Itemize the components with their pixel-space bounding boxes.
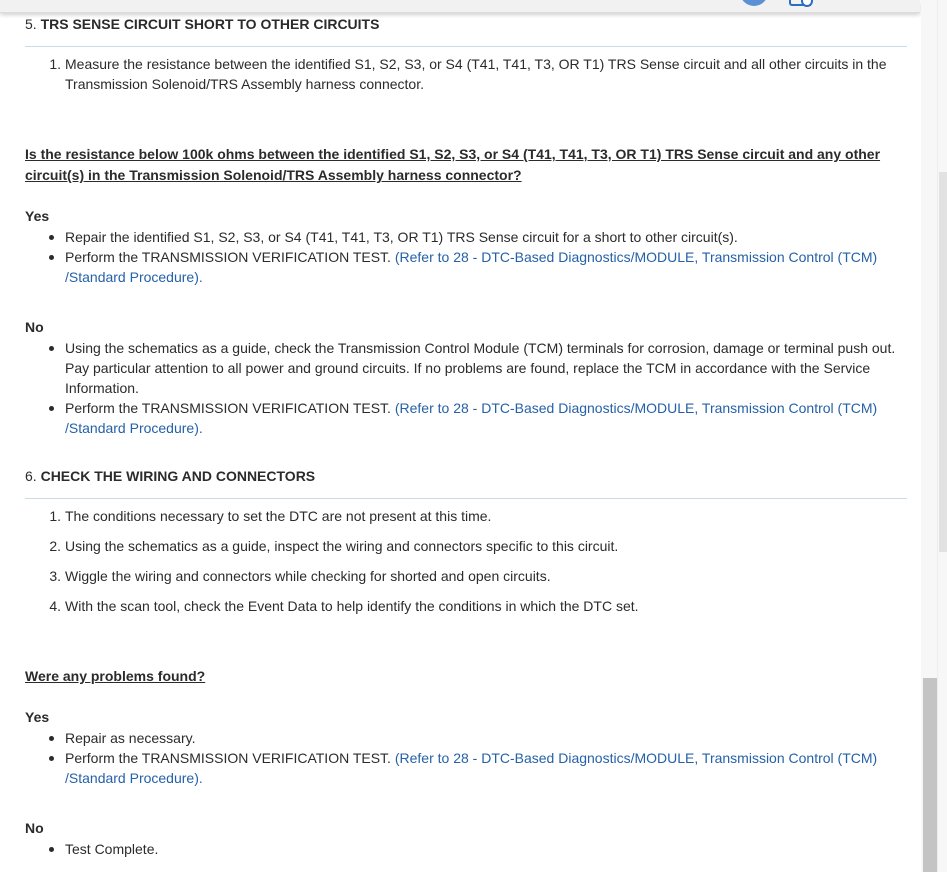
user-avatar-icon[interactable] (740, 0, 768, 6)
bullet-text: Perform the TRANSMISSION VERIFICATION TEST. (65, 750, 395, 766)
step-number: 6. (25, 468, 37, 484)
outer-scrollbar-thumb[interactable] (939, 172, 947, 552)
bullet-icon (49, 235, 54, 240)
scrollbar-divider (937, 0, 938, 872)
bullet-text: Perform the TRANSMISSION VERIFICATION TEST. (65, 400, 395, 416)
step-title: CHECK THE WIRING AND CONNECTORS (40, 468, 316, 484)
list-text: The conditions necessary to set the DTC are not present at this time. (65, 508, 492, 524)
bullet-text: Using the schematics as a guide, check the Transmission Control Module (TCM) terminals for corrosion, damage or terminal push out. Pay particular attention to all power and ground circuits. If no problems are found, replace the TCM in accordance with the Service Information. (65, 340, 896, 396)
step-5-question: Is the resistance below 100k ohms between the identified S1, S2, S3, or S4 (T41, T41, T3, OR T1) TRS Sense circuit and any other circuit(s) in the Transmission Solenoid/TRS Assembly harness connector? (25, 146, 881, 183)
yes-label: Yes (25, 709, 50, 725)
scrollbar-thumb[interactable] (923, 678, 937, 872)
bullet-icon (49, 756, 54, 761)
yes-label: Yes (25, 208, 50, 224)
step-6-header (25, 468, 907, 499)
list-text: Using the schematics as a guide, inspect the wiring and connectors specific to this circuit. (65, 538, 619, 554)
bullet-icon (49, 847, 54, 852)
document-search-icon[interactable] (789, 0, 811, 6)
no-label: No (25, 820, 44, 836)
bullet-icon (49, 406, 54, 411)
procedure-link[interactable]: (Refer to 28 - DTC-Based Diagnostics/MODULE, Transmission Control (TCM) /Standard Procedure). (65, 400, 878, 436)
list-number: 1. (49, 56, 61, 72)
no-label: No (25, 319, 44, 335)
step-title: TRS SENSE CIRCUIT SHORT TO OTHER CIRCUITS (40, 16, 380, 32)
procedure-link[interactable]: (Refer to 28 - DTC-Based Diagnostics/MODULE, Transmission Control (TCM) /Standard Procedure). (65, 249, 878, 285)
list-number: 1. (49, 508, 61, 524)
step-number: 5. (25, 16, 37, 32)
bullet-icon (49, 346, 54, 351)
bullet-text: Test Complete. (65, 841, 159, 857)
step-6-question: Were any problems found? (25, 668, 206, 684)
bullet-text: Repair the identified S1, S2, S3, or S4 (T41, T41, T3, OR T1) TRS Sense circuit for a short to other circuit(s). (65, 229, 738, 245)
top-toolbar (0, 0, 920, 13)
list-number: 4. (49, 598, 61, 614)
list-number: 3. (49, 568, 61, 584)
procedure-link[interactable]: (Refer to 28 - DTC-Based Diagnostics/MODULE, Transmission Control (TCM) /Standard Procedure). (65, 750, 878, 786)
bullet-icon (49, 736, 54, 741)
bullet-icon (49, 255, 54, 260)
list-text: Wiggle the wiring and connectors while checking for shorted and open circuits. (65, 568, 551, 584)
list-text: Measure the resistance between the identified S1, S2, S3, or S4 (T41, T41, T3, OR T1) TRS Sense circuit and all other circuits in the Transmission Solenoid/TRS Assembly harness connector. (65, 56, 887, 92)
step-5-header (25, 16, 907, 47)
list-text: With the scan tool, check the Event Data to help identify the conditions in which the DTC set. (65, 598, 639, 614)
list-number: 2. (49, 538, 61, 554)
bullet-text: Perform the TRANSMISSION VERIFICATION TEST. (65, 249, 395, 265)
bullet-text: Repair as necessary. (65, 730, 196, 746)
